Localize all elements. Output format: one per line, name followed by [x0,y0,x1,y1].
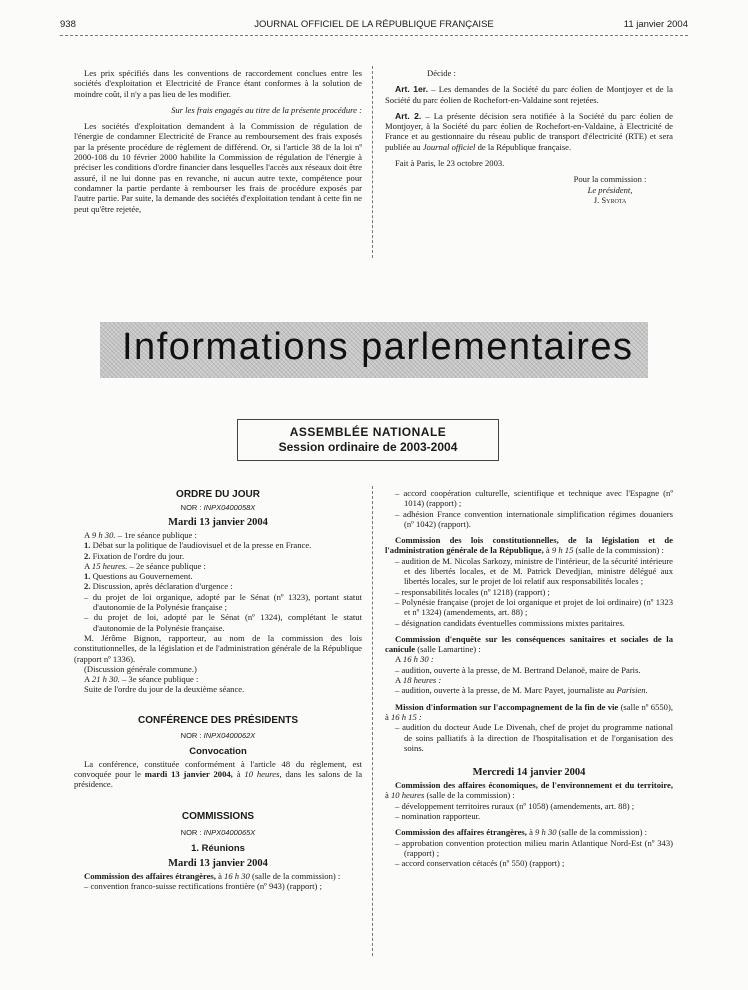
page-header [60,19,688,36]
text: à [215,870,225,881]
commission-entry [74,871,362,881]
page-number: 938 [60,19,76,30]
commission-name: Commission des affaires économiques, de l'environnement et du territoire, [395,780,673,791]
agenda-item [74,551,362,561]
dash-item: – audition, ouverte à la presse, de M. Bertrand Delanoë, maire de Paris. [395,664,641,675]
sitting-line [74,561,362,571]
time: 10 heures [390,790,425,801]
item-number: 1. [84,540,91,551]
section-banner [100,322,648,378]
time: 18 heures : [402,675,442,686]
top-right-column [385,68,673,205]
article-2 [385,111,673,152]
time: 16 h 15 : [390,711,422,722]
time: 10 heures, [244,769,282,780]
signatory-name: J. Syrota [593,194,627,205]
section-heading: CONFÉRENCE DES PRÉSIDENTS [137,714,299,726]
item-number: 2. [84,581,91,592]
text: (salle de la commission) : [556,827,647,838]
dash-item: – adhésion France convention internationale simplification régimes douaniers (nº 1042) (rapport). [395,508,673,529]
dash-item: – approbation convention protection milieu marin Atlantique Nord-Est (nº 343) (rapport) ; [395,837,673,858]
nor-label: NOR : [180,827,202,837]
section-heading: COMMISSIONS [181,810,255,822]
dash-item: – convention franco-suisse rectifications frontière (nº 943) (rapport) ; [84,880,322,891]
text: (salle nº 6550), à [385,701,673,722]
newspaper-name: Parisien. [616,685,648,696]
agenda-item [74,571,362,581]
commission-name: Commission des lois constitutionnelles, de la législation et de l'administration générale de la République, [385,535,673,556]
nor-reference [74,826,362,840]
time: 16 h 30 [224,870,250,881]
nor-code: INPX0400065X [203,827,256,837]
paragraph: (Discussion générale commune.) [84,663,197,674]
column-divider [372,486,373,956]
text: A [395,654,403,665]
dash-item: – audition de M. Nicolas Sarkozy, ministre de l'intérieur, de la sécurité intérieure et des libertés locales, et de M. Patrick Devedjian, ministre délégué aux libertés locales, sur le projet de loi relatif aux responsabilités locales ; [395,555,673,587]
agenda-item [74,540,362,550]
commission-entry [385,827,673,837]
issue-date: 11 janvier 2004 [623,19,688,30]
text: La conférence, constituée conformément à l'article 48 du règlement, est convoquée pour le [74,758,362,780]
time: 9 h 30 [535,827,557,838]
paragraph [74,759,362,790]
commission-name: Commission des affaires étrangères, [395,827,527,838]
section-heading: ORDRE DU JOUR [176,489,260,500]
text: A [395,675,403,686]
dash-item: – nomination rapporteur. [395,811,481,822]
subheading: Convocation [189,745,247,757]
paragraph: Suite de l'ordre du jour de la deuxième séance. [84,684,245,695]
article-label: Art. 1er. [395,84,429,95]
signature-line: Le président, [587,184,633,195]
time-line [385,675,673,685]
journal-title: JOURNAL OFFICIEL DE LA RÉPUBLIQUE FRANÇAISE [254,19,494,30]
nor-reference [74,501,362,515]
date-heading: Mercredi 14 janvier 2004 [472,767,586,779]
nor-code: INPX0400062X [203,730,256,740]
item-text: Débat sur la politique de l'audiovisuel et de la presse en France. [90,540,312,551]
agenda-item [74,581,362,591]
commission-name: Commission des affaires étrangères, [84,870,216,881]
paragraph: M. Jérôme Bignon, rapporteur, au nom de la commission des lois constitutionnelles, de la législation et de l'administration générale de la République (rapport nº 1336). [74,632,362,664]
text: à [526,827,536,838]
text: (salle Lamartine) : [415,644,481,655]
dash-item [385,685,673,695]
text: (salle de la commission) : [249,870,341,881]
commission-name: Commission d'enquête sur les conséquences sanitaires et sociales de la canicule [385,633,673,655]
chamber-name: ASSEMBLÉE NATIONALE [289,425,447,439]
article-label: Art. 2. [395,110,422,121]
time: 21 h 30. [91,674,120,685]
nor-label: NOR : [180,503,202,512]
dash-item: – du projet de loi organique, adopté par le Sénat (nº 1323), portant statut d'autonomie de la Polynésie française ; [84,591,362,613]
dash-item: – responsabilités locales (nº 1218) (rapport) ; [395,586,550,597]
text: dans les salons de la présidence. [74,769,363,790]
signature-block [555,174,665,205]
dash-item: – audition du docteur Aude Le Divenah, chef de projet du programme national de soins palliatifs à la direction de l'hospitalisation et de l'organisation des soins. [395,722,673,753]
article-text: de la République française. [475,141,572,152]
bottom-left-column [74,488,362,891]
signature-line: Pour la commission : [573,174,647,185]
dash-item: – désignation candidats éventuelles commissions mixtes paritaires. [395,617,625,628]
item-number: 2. [84,550,91,561]
time: 9 h 15 [551,545,574,556]
commission-entry [385,634,673,655]
section-subheading: Sur les frais engagés au titre de la présente procédure : [171,104,362,115]
bottom-right-column [385,488,673,869]
item-text: Discussion, après déclaration d'urgence : [90,581,233,592]
text: A [84,530,92,540]
commission-entry [385,780,673,801]
item-text: Questions au Gouvernement. [90,571,193,582]
text: à [385,790,391,801]
bold-text: mardi 13 janvier 2004, [144,769,233,780]
top-left-column [74,68,362,214]
time: 9 h 30. [91,530,116,540]
decide-label: Décide : [427,68,456,78]
dash-item: – Polynésie française (projet de loi organique et projet de loi ordinaire) (nº 1323 et nº 1324) (amendements, art. 88) ; [395,596,673,618]
text: – 2e séance publique : [127,560,206,571]
journal-name: Journal officiel [422,141,476,152]
text: – audition, ouverte à la presse, de M. Marc Payet, journaliste au [395,685,617,696]
date-heading: Mardi 13 janvier 2004 [168,857,268,869]
dash-item: – accord coopération culturelle, scientifique et technique avec l'Espagne (nº 1014) (rapport) ; [395,488,673,509]
banner-title: Informations parlementaires [122,326,634,368]
text: A [84,560,92,571]
nor-code: INPX0400058X [203,503,256,512]
paragraph: Les prix spécifiés dans les conventions de raccordement conclues entre les sociétés d'exploitation et Electricité de France étant conformes à la solution de moindre coût, il n'y a pas lieu de les modifier. [74,68,362,99]
text: – 3e séance publique : [119,674,199,685]
text: à [543,545,552,556]
sitting-line [74,674,362,684]
dash-item: – développement territoires ruraux (nº 1058) (amendements, art. 88) ; [395,800,635,811]
sitting-line [74,530,362,540]
chamber-box [237,419,499,461]
paragraph: Les sociétés d'exploitation demandent à la Commission de régulation de l'énergie de condamner Electricité de France au remboursement des frais exposés par la présente procédure de règlement de différend. Or, si l'article 38 de la loi nº 2000-108 du 10 février 2000 habilite la Commission de régulation de l'énergie à préciser les conditions d'ordre financier dans lesquelles l'accès aux réseaux doit être assuré, il ne lui donne pas en revanche, ni aucun autre texte, compétence pour condamner la partie perdante à rembourser les frais de procédure exposés par l'autre partie. Par suite, la demande des sociétés d'exploitation tendant à cette fin ne peut qu'être rejetée, [74,121,362,214]
nor-label: NOR : [180,730,202,740]
time-line [385,654,673,664]
article-text: – Les demandes de la Société du parc éolien de Montjoyer et de la Société du parc éolien de Rochefort-en-Valdaine sont rejetées. [385,84,673,105]
article-1 [385,84,673,105]
time: 15 heures. [91,560,128,571]
commission-name: Mission d'information sur l'accompagnement de la fin de vie [395,701,619,712]
item-number: 1. [84,571,91,582]
nor-reference [74,729,362,743]
date-heading: Mardi 13 janvier 2004 [168,517,268,528]
commission-entry [385,535,673,556]
column-divider [372,66,373,258]
text: (salle de la commission) : [573,545,664,556]
signed-place-date: Fait à Paris, le 23 octobre 2003. [395,158,505,169]
article-text: – La présente décision sera notifiée à la Société du parc éolien de Montjoyer, à la Société du parc éolien de Rochefort-en-Valdaine, à Electricité de France et au gestionnaire du réseau public de transport d'électricité (RTE) et sera publiée au [385,110,673,152]
commission-entry [385,702,673,723]
item-text: Fixation de l'ordre du jour. [90,550,185,561]
text: A [84,674,92,685]
session-name: Session ordinaire de 2003-2004 [278,440,458,454]
text: à [232,769,245,780]
time: 16 h 30 : [402,654,434,665]
dash-item: – du projet de loi, adopté par le Sénat (nº 1324), complétant le statut d'autonomie de la Polynésie française. [84,612,362,633]
dash-item: – accord conservation cétacés (nº 550) (rapport) ; [395,858,565,869]
text: – 1re séance publique : [115,530,197,540]
text: (salle de la commission) : [424,790,515,801]
subheading: 1. Réunions [191,842,245,854]
